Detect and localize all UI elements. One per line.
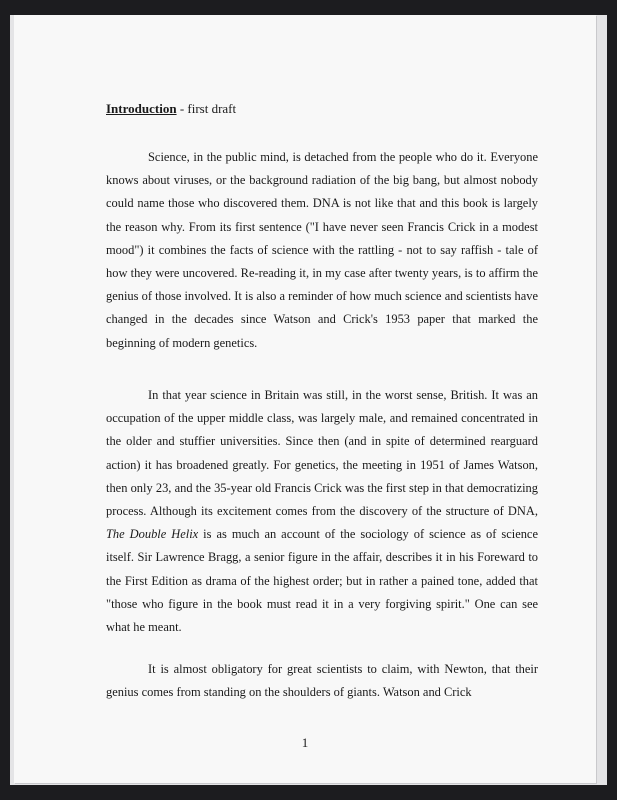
document-page <box>14 15 596 783</box>
paragraph-2-part-2: is as much an account of the sociology of science as of science itself. Sir Lawrence Bragg, a senior figure in the affair, describes it in his Foreward to the First Edition as drama of the highest order; but in rather a pained tone, added that "those who figure in the book must read it in a very forgiving spirit." One can see what he meant. <box>106 527 538 635</box>
section-heading <box>106 101 236 117</box>
paragraph-2 <box>106 384 538 639</box>
paragraph-1: Science, in the public mind, is detached from the people who do it. Everyone knows about viruses, or the background radiation of the big bang, but almost nobody could name those who discovered them. DNA is not like that and this book is largely the reason why. From its first sentence ("I have never seen Francis Crick in a modest mood") it combines the facts of science with the rattling - not to say raffish - tale of how they were uncovered. Re-reading it, in my case after twenty years, is to affirm the genius of those involved. It is also a reminder of how much science and scientists have changed in the decades since Watson and Crick's 1953 paper that marked the beginning of modern genetics. <box>106 150 538 350</box>
book-title: The Double Helix <box>106 527 199 542</box>
heading-title: Introduction <box>106 101 177 116</box>
heading-suffix: - first draft <box>176 101 237 116</box>
paragraph-2-part-1: In that year science in Britain was still, in the worst sense, British. It was an occupation of the upper middle class, was largely male, and remained concentrated in the older and stuffier universities. Since then (and in spite of determined rearguard action) it has broadened greatly. For genetics, the meeting in 1951 of James Watson, then only 23, and the 35-year old Francis Crick was the first step in that democratizing process. Although its excitement comes from the discovery of the structure of DNA, <box>106 388 538 519</box>
page-number: 1 <box>301 735 309 750</box>
paragraph-3: It is almost obligatory for great scientists to claim, with Newton, that their genius comes from standing on the shoulders of giants. Watson and Crick <box>106 662 538 700</box>
